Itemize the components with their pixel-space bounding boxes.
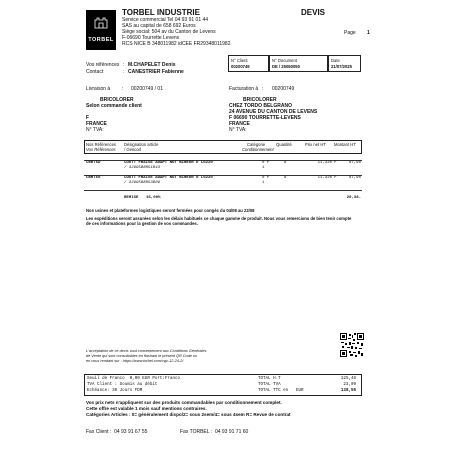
col-header-quantity: Quantité xyxy=(276,142,292,147)
total-ttc-value: 138,55 xyxy=(340,389,356,393)
terms-line: de Vente qui sont consultables en flashant le présent QR Code ou xyxy=(86,354,198,358)
notice-line: Nos usines et plateformes logistiques seront fermées pour congés du 04/08 au 22/08 xyxy=(86,208,255,213)
row-ref: CBHT5D xyxy=(86,161,101,165)
col-header-our-ref: Nos Références xyxy=(86,142,117,147)
company-line: Service commercial Tel 04 93 91 01 44 xyxy=(122,17,209,23)
ship-to-line: F xyxy=(86,115,90,121)
date-box xyxy=(328,55,361,72)
page-label: Page xyxy=(344,30,356,36)
tva-client-label: TVA Client : Soumis au débit xyxy=(87,383,158,387)
total-tva-label: TOTAL TVA xyxy=(258,383,281,387)
row-unit: P xyxy=(334,161,337,165)
col-header-unit-price: Prix net HT xyxy=(305,142,326,147)
row-divider xyxy=(84,190,362,191)
bill-to-line: F 06690 TOURRETTE-LEVENS xyxy=(229,115,301,121)
billing-colon: : xyxy=(262,86,264,92)
footer-line: Catégories Articles : 0= généralement dispo/2= sous 2sem/4= sous 4sem R= Revue de contrat xyxy=(86,412,291,417)
table-row xyxy=(84,161,362,175)
row-amount: 87,90 xyxy=(348,161,361,165)
row-unit: P xyxy=(334,176,337,180)
company-line: Siège social: 504 av du Canton de Levens xyxy=(122,29,216,35)
row-designation: COUTT FRAISE ADAPT NOT BINEUR G LG220 xyxy=(124,176,213,180)
qr-code[interactable] xyxy=(340,333,364,357)
row-designation: COUTT FRAISE ADAPT NOT BINEUR D LG220 xyxy=(124,161,213,165)
discount-amount: 20,38- xyxy=(346,196,361,200)
fax-torbel-value: 04 93 91 71 60 xyxy=(214,429,249,435)
castle-icon xyxy=(94,15,108,29)
ship-to-name: BRICOLORER xyxy=(100,97,134,103)
footer-line: Vos prix nets n'appliquent sur des produits commandables par conditionnement complet. xyxy=(86,400,282,405)
delivery-colon: : xyxy=(122,86,124,92)
ship-to-country: FRANCE xyxy=(86,121,107,127)
company-details xyxy=(122,17,282,47)
discount-percent: 15,00% xyxy=(146,196,161,200)
fax-client-value: 04 93 91 67 55 xyxy=(114,429,148,435)
company-line: SAS au capital de 658 692 Euros xyxy=(122,23,196,29)
company-line: RCS NICE B 348011982 idCEE FR29348011982 xyxy=(122,41,231,47)
port-label: Port:Franco xyxy=(152,377,181,381)
col-header-packaging: Conditionnement xyxy=(242,147,274,152)
row-gencod: / 3299588053809 xyxy=(124,181,161,185)
notice-line: de ces informations pour la gestion de vos commandes. xyxy=(86,221,198,226)
footer-notes xyxy=(86,400,366,418)
total-tva-value: 23,09 xyxy=(343,383,356,387)
franco-label: Seuil de Franco xyxy=(87,377,125,381)
row-category: 0 P xyxy=(262,161,270,165)
total-ttc-currency: EUR xyxy=(296,389,304,393)
terms-line: en vous rendant sur : https://www.torbel.com/cgv-12-24-2/ xyxy=(86,359,184,363)
document-number-value: DE / 25050050 xyxy=(272,64,300,69)
row-unit-price: 11,320 xyxy=(317,176,332,180)
bill-to-vat: N° TVA: xyxy=(229,127,247,133)
date-label: Date xyxy=(331,58,340,63)
row-quantity: 8 xyxy=(284,176,287,180)
contact-value: CANESTRIER Fabienne xyxy=(128,69,184,75)
vos-references-colon: : xyxy=(123,62,125,68)
col-header-amount: Montant HT xyxy=(334,142,356,147)
client-number-box xyxy=(228,55,269,72)
payment-terms: Echéance: 30 Jours FDM xyxy=(87,389,143,393)
contact-colon: : xyxy=(123,69,125,75)
col-header-designation: Désignation article xyxy=(124,142,159,147)
discount-label: REMISE xyxy=(124,196,139,200)
row-unit-price: 11,320 xyxy=(317,161,332,165)
row-quantity: 8 xyxy=(284,161,287,165)
fax-torbel xyxy=(180,429,248,435)
ship-to-vat: N° TVA: xyxy=(86,127,104,133)
vos-references-value: M.CHAPELET Denis xyxy=(128,62,176,68)
date-value: 21/07/2025 xyxy=(331,64,352,69)
client-number-label: N° Client xyxy=(231,58,248,63)
total-ht-label: TOTAL H.T xyxy=(258,377,281,381)
contact-label: Contact xyxy=(86,69,104,75)
company-name: TORBEL INDUSTRIE xyxy=(122,8,200,17)
document-type: DEVIS xyxy=(301,8,326,17)
fax-client xyxy=(86,429,147,435)
fax-torbel-label: Fax TORBEL : xyxy=(180,429,213,435)
row-packaging: 1 xyxy=(262,181,265,185)
page-number: 1 xyxy=(367,30,370,36)
franco-value: 0,00 EUR xyxy=(129,377,150,381)
billing-value: 00200749 xyxy=(272,86,295,92)
total-ttc-label: TOTAL TTC en xyxy=(258,389,289,393)
bill-to-address xyxy=(229,97,369,133)
row-packaging: 1 xyxy=(262,166,265,170)
col-header-gencod: / Gencod xyxy=(124,147,141,152)
row-gencod: / 3299588051843 xyxy=(124,166,161,170)
notice-line: Les expéditions seront assurées selon les délais habituels ce chaque gamme de produit. Nous vous remercions de bien tenir compte xyxy=(86,215,352,221)
bill-to-name: BRICOLORER xyxy=(243,97,277,103)
bill-to-line: CHEZ TORDO BELGRANO xyxy=(229,103,292,109)
company-logo xyxy=(86,10,116,50)
delivery-value: 00200749 / 01 xyxy=(131,86,163,92)
document-number-box xyxy=(269,55,328,72)
billing-label: Facturation à xyxy=(229,86,259,92)
col-header-your-ref: Vos Références xyxy=(86,147,116,152)
col-header-category: Catégorie xyxy=(247,142,266,147)
row-ref: CBHT5G xyxy=(86,176,101,180)
logo-text: TORBEL xyxy=(88,37,114,43)
document-number-label: N° Document xyxy=(272,58,297,63)
row-category: 0 P xyxy=(262,176,270,180)
bill-to-line: 24 AVENUE DU CANTON DE LEVENS xyxy=(229,109,318,115)
bill-to-country: FRANCE xyxy=(229,121,250,127)
fax-client-label: Fax Client : xyxy=(86,429,112,435)
holiday-notice xyxy=(86,208,366,227)
terms-notice xyxy=(86,349,256,364)
terms-line: L'acceptation de ce devis vaut consentement aux Conditions Générales xyxy=(86,349,207,353)
ship-to-line: Selon commande client xyxy=(86,103,142,109)
footer-line: Cette offre est valable 1 mois sauf mentions contraires. xyxy=(86,406,207,411)
totals-left xyxy=(87,376,180,394)
vos-references-label: Vos références xyxy=(86,62,120,68)
company-line: F-06690 Tourrette Levens xyxy=(122,35,180,41)
total-ht-value: 125,46 xyxy=(340,377,356,381)
client-number-value: 00200749 xyxy=(231,64,250,69)
discount-row xyxy=(84,196,362,202)
row-amount: 87,90 xyxy=(348,176,361,180)
table-row xyxy=(84,176,362,190)
ship-to-address xyxy=(86,97,216,133)
delivery-label: Livraison à xyxy=(86,86,111,92)
